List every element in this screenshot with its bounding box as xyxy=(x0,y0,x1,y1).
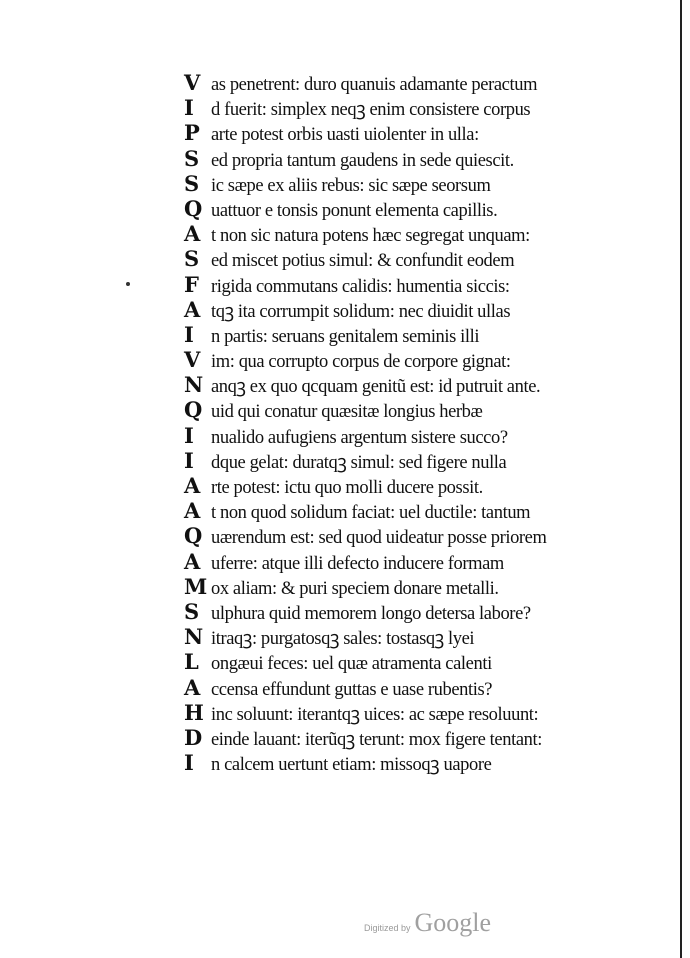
verse-text: uferre: atque illi defecto inducere formam xyxy=(211,553,504,574)
verse-line xyxy=(184,423,664,448)
verse-initial: I xyxy=(184,447,194,473)
page-edge-line xyxy=(680,0,682,958)
verse-initial: I xyxy=(184,422,194,448)
verse-initial: S xyxy=(184,170,200,196)
verse-initial: N xyxy=(184,624,204,650)
verse-text: inc soluunt: iterantqꝫ uices: ac sæpe resoluunt: xyxy=(211,704,539,725)
verse-line xyxy=(184,196,664,221)
verse-line xyxy=(184,372,664,397)
verse-text: itraqꝫ: purgatosqꝫ sales: tostasqꝫ lyei xyxy=(211,629,475,650)
watermark-prefix: Digitized by xyxy=(364,923,411,933)
verse-initial: Q xyxy=(184,523,203,549)
verse-line xyxy=(184,473,664,498)
verse-initial: P xyxy=(184,120,200,146)
verse-initial: N xyxy=(184,372,204,398)
verse-text: uid qui conatur quæsitæ longius herbæ xyxy=(211,402,483,423)
verse-line xyxy=(184,221,664,246)
watermark-logo: Google xyxy=(414,908,492,937)
verse-initial: V xyxy=(184,70,201,95)
verse-initial: A xyxy=(184,674,201,700)
verse-line xyxy=(184,725,664,750)
verse-text: uærendum est: sed quod uideatur posse priorem xyxy=(211,528,547,549)
verse-text: rte potest: ictu quo molli ducere possit. xyxy=(211,478,483,498)
verse-line xyxy=(184,675,664,700)
verse-line xyxy=(184,750,664,775)
verse-line xyxy=(184,322,664,347)
verse-text: ed propria tantum gaudens in sede quiescit. xyxy=(211,150,514,171)
verse-line xyxy=(184,599,664,624)
verse-text: t non sic natura potens hæc segregat unquam: xyxy=(211,226,530,247)
verse-line xyxy=(184,246,664,271)
verse-text: ccensa effundunt guttas e uase rubentis? xyxy=(211,679,493,700)
verse-text: as penetrent: duro quanuis adamante peractum xyxy=(211,75,538,95)
verse-line xyxy=(184,549,664,574)
verse-text: anqꝫ ex quo qcquam genitũ est: id putruit ante. xyxy=(211,377,541,398)
verse-text: dque gelat: duratqꝫ simul: sed figere nulla xyxy=(211,452,507,473)
verse-text: ic sæpe ex aliis rebus: sic sæpe seorsum xyxy=(211,175,491,196)
verse-text: rigida commutans calidis: humentia siccis: xyxy=(211,276,510,297)
verse-initial: A xyxy=(184,221,201,247)
verse-initial: V xyxy=(184,347,201,373)
verse-initial: I xyxy=(184,95,194,121)
verse-initial: A xyxy=(184,473,201,498)
verse-block xyxy=(184,70,664,775)
verse-text: n partis: seruans genitalem seminis illi xyxy=(211,326,480,347)
verse-line xyxy=(184,397,664,422)
verse-line xyxy=(184,120,664,145)
verse-line xyxy=(184,171,664,196)
verse-text: n calcem uertunt etiam: missoqꝫ uapore xyxy=(211,755,492,776)
verse-line xyxy=(184,95,664,120)
verse-initial: D xyxy=(184,724,203,750)
verse-text: einde lauant: iterũqꝫ terunt: mox figere tentant: xyxy=(211,729,542,750)
verse-text: arte potest orbis uasti uiolenter in ulla: xyxy=(211,125,479,146)
verse-line xyxy=(184,146,664,171)
digitization-watermark xyxy=(364,908,491,938)
verse-line xyxy=(184,700,664,725)
verse-line xyxy=(184,624,664,649)
verse-line xyxy=(184,297,664,322)
verse-text: ox aliam: & puri speciem donare metalli. xyxy=(211,578,499,599)
verse-text: t non quod solidum faciat: uel ductile: tantum xyxy=(211,503,531,524)
verse-text: uattuor e tonsis ponunt elementa capillis. xyxy=(211,200,498,221)
verse-initial: S xyxy=(184,145,200,171)
verse-initial: I xyxy=(184,750,194,776)
verse-text: ulphura quid memorem longo detersa labore? xyxy=(211,603,531,624)
verse-initial: A xyxy=(184,548,201,574)
verse-initial: Q xyxy=(184,195,203,221)
verse-line xyxy=(184,272,664,297)
verse-initial: Q xyxy=(184,397,203,423)
verse-initial: M xyxy=(184,573,208,599)
verse-initial: A xyxy=(184,498,201,524)
verse-text: ongæui feces: uel quæ atramenta calenti xyxy=(211,654,492,675)
verse-line xyxy=(184,574,664,599)
verse-initial: F xyxy=(184,271,199,297)
verse-initial: S xyxy=(184,246,200,272)
verse-line xyxy=(184,347,664,372)
verse-initial: H xyxy=(184,699,204,725)
verse-line xyxy=(184,498,664,523)
verse-line xyxy=(184,70,664,95)
verse-initial: I xyxy=(184,321,194,347)
verse-initial: L xyxy=(184,649,199,675)
verse-text: nualido aufugiens argentum sistere succo? xyxy=(211,427,508,448)
verse-text: im: qua corrupto corpus de corpore gignat: xyxy=(211,352,511,373)
verse-line xyxy=(184,649,664,674)
verse-line xyxy=(184,448,664,473)
verse-text: tqꝫ ita corrumpit solidum: nec diuidit ullas xyxy=(211,301,511,322)
verse-line xyxy=(184,523,664,548)
verse-initial: A xyxy=(184,296,201,322)
ink-speck xyxy=(126,282,130,286)
verse-text: d fuerit: simplex neqꝫ enim consistere corpus xyxy=(211,100,531,121)
verse-text: ed miscet potius simul: & confundit eodem xyxy=(211,251,515,272)
verse-initial: S xyxy=(184,598,200,624)
